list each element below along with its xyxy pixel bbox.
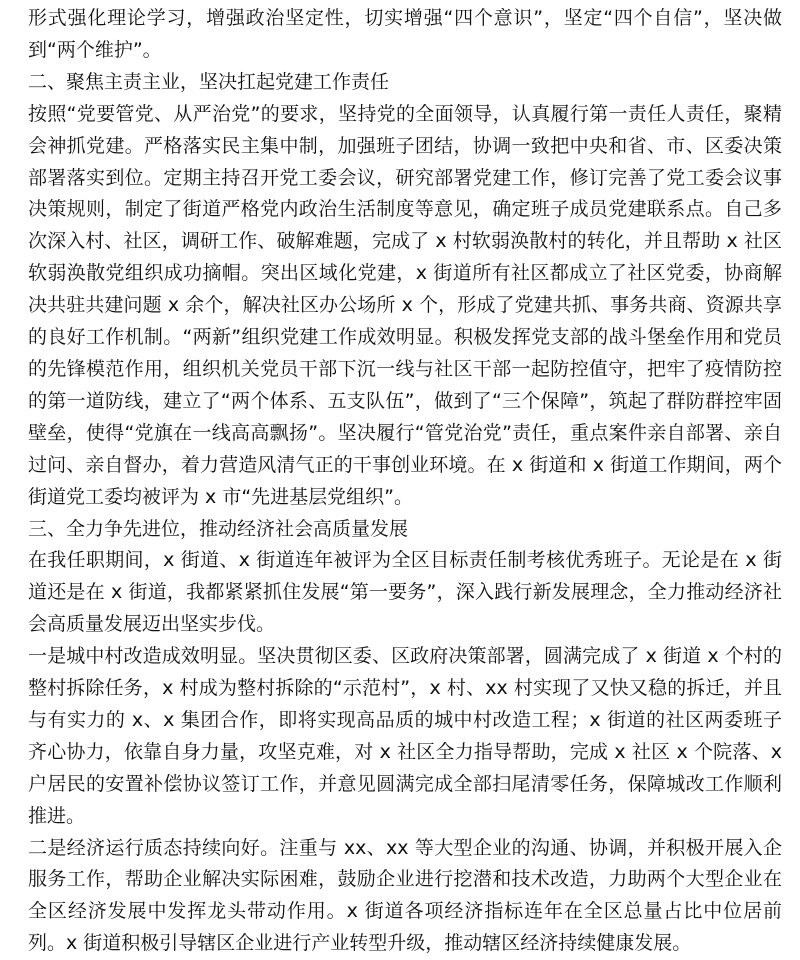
paragraph-intro-continuation: 形式强化理论学习，增强政治坚定性，切实增强“四个意识”，坚定“四个自信”，坚决做到“两个维护”。 <box>28 7 782 61</box>
paragraph-economy: 二是经济运行质态持续向好。注重与 xx、xx 等大型企业的沟通、协调，并积极开展入企服务工作，帮助企业解决实际困难，鼓励企业进行挖潜和技术改造，力助两个大型企业在全区经济发展中发挥龙头带动作用。x 街道各项经济指标连年在全区总量占比中位居前列。x 街道积极引导辖区企业进行产业转型升级，推动辖区经济持续健康发展。 <box>28 836 782 955</box>
section-heading-3: 三、全力争先进位，推动经济社会高质量发展 <box>28 517 409 540</box>
document-body <box>28 0 782 960</box>
paragraph-party-building: 按照“党要管党、从严治党”的要求，坚持党的全面领导，认真履行第一责任人责任，聚精会神抓党建。严格落实民主集中制，加强班子团结，协调一致把中央和省、市、区委决策部署落实到位。定期主持召开党工委会议，研究部署党建工作，修订完善了党工委会议事决策规则，制定了街道严格党内政治生活制度等意见，确定班子成员党建联系点。自己多次深入村、社区，调研工作、破解难题，完成了 x 村软弱涣散村的转化，并且帮助 x 社区软弱涣散党组织成功摘帽。突出区域化党建，x 街道所有社区都成立了社区党委，协商解决共驻共建问题 x 余个，解决社区办公场所 x 个，形成了党建共抓、事务共商、资源共享的良好工作机制。“两新”组织党建工作成效明显。积极发挥党支部的战斗堡垒作用和党员的先锋模范作用，组织机关党员干部下沉一线与社区干部一起防控值守，把牢了疫情防控的第一道防线，建立了“两个体系、五支队伍”，做到了“三个保障”，筑起了群防群控牢固壁垒，使得“党旗在一线高高飘扬”。坚决履行“管党治党”责任，重点案件亲自部署、亲自过问、亲自督办，着力营造风清气正的干事创业环境。在 x 街道和 x 街道工作期间，两个街道党工委均被评为 x 市“先进基层党组织”。 <box>28 102 782 508</box>
paragraph-urban-village: 一是城中村改造成效明显。坚决贯彻区委、区政府决策部署，圆满完成了 x 街道 x 个村的整村拆除任务，x 村成为整村拆除的“示范村”，x 村、xx 村实现了又快又稳的拆迁，并且与有实力的 x、x 集团合作，即将实现高品质的城中村改造工程；x 街道的社区两委班子齐心协力，依靠自身力量，攻坚克难，对 x 社区全力指导帮助，完成 x 社区 x 个院落、x 户居民的安置补偿协议签订工作，并意见圆满完成全部扫尾清零任务，保障城改工作顺利推进。 <box>28 645 782 827</box>
section-heading-2: 二、聚焦主责主业，坚决扛起党建工作责任 <box>28 70 390 93</box>
paragraph-development-intro: 在我任职期间，x 街道、x 街道连年被评为全区目标责任制考核优秀班子。无论是在 x 街道还是在 x 街道，我都紧紧抓住发展“第一要务”，深入践行新发展理念，全力推动经济社会高质量发展迈出坚实步伐。 <box>28 549 782 636</box>
